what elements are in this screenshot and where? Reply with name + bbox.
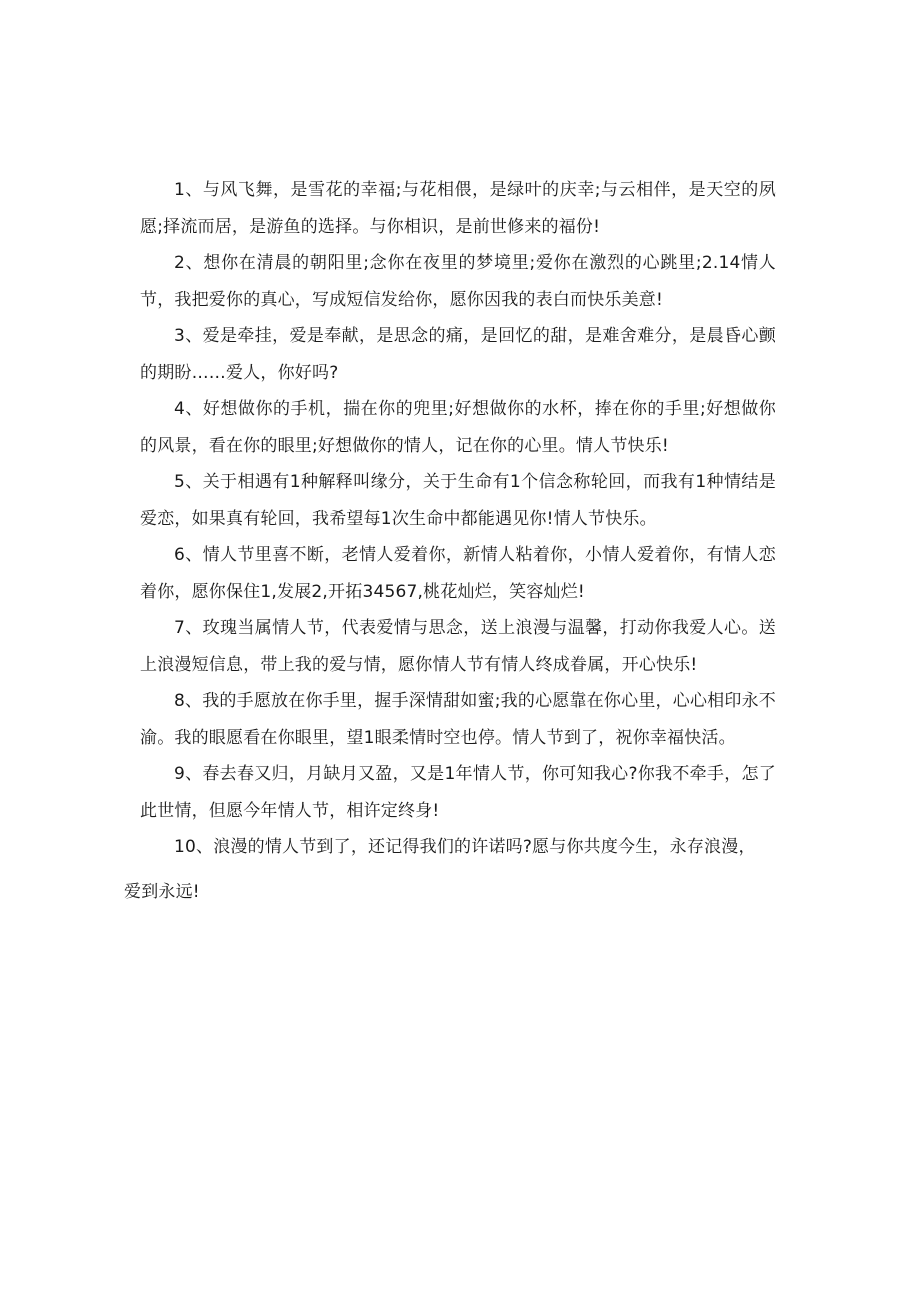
paragraph-4: 4、好想做你的手机，揣在你的兜里;好想做你的水杯，捧在你的手里;好想做你的风景，看在你的眼里;好想做你的情人，记在你的心里。情人节快乐! <box>140 399 776 456</box>
paragraph-3: 3、爱是牵挂，爱是奉献，是思念的痛，是回忆的甜，是难舍难分，是晨昏心颤的期盼……爱人，你好吗? <box>140 326 776 383</box>
paragraph-9: 9、春去春又归，月缺月又盈，又是1年情人节，你可知我心?你我不牵手，怎了此世情，但愿今年情人节，相许定终身! <box>140 764 776 821</box>
paragraph-6: 6、情人节里喜不断，老情人爱着你，新情人粘着你，小情人爱着你，有情人恋着你，愿你保住1,发展2,开拓34567,桃花灿烂，笑容灿烂! <box>140 545 776 602</box>
document-body <box>124 172 776 910</box>
paragraph-7: 7、玫瑰当属情人节，代表爱情与思念，送上浪漫与温馨，打动你我爱人心。送上浪漫短信息，带上我的爱与情，愿你情人节有情人终成眷属，开心快乐! <box>140 618 776 675</box>
paragraph-8: 8、我的手愿放在你手里，握手深情甜如蜜;我的心愿靠在你心里，心心相印永不渝。我的眼愿看在你眼里，望1眼柔情时空也停。情人节到了，祝你幸福快活。 <box>140 691 776 748</box>
paragraph-10-line-1: 10、浪漫的情人节到了，还记得我们的许诺吗?愿与你共度今生，永存浪漫， <box>174 837 756 857</box>
paragraph-10 <box>124 829 776 910</box>
paragraph-2: 2、想你在清晨的朝阳里;念你在夜里的梦境里;爱你在激烈的心跳里;2.14情人节，我把爱你的真心，写成短信发给你，愿你因我的表白而快乐美意! <box>140 253 776 310</box>
paragraph-1: 1、与风飞舞，是雪花的幸福;与花相偎，是绿叶的庆幸;与云相伴，是天空的夙愿;择流而居，是游鱼的选择。与你相识，是前世修来的福份! <box>140 180 776 237</box>
paragraph-5: 5、关于相遇有1种解释叫缘分，关于生命有1个信念称轮回，而我有1种情结是爱恋，如果真有轮回，我希望每1次生命中都能遇见你!情人节快乐。 <box>140 472 776 529</box>
paragraph-10-line-2: 爱到永远! <box>124 881 200 902</box>
